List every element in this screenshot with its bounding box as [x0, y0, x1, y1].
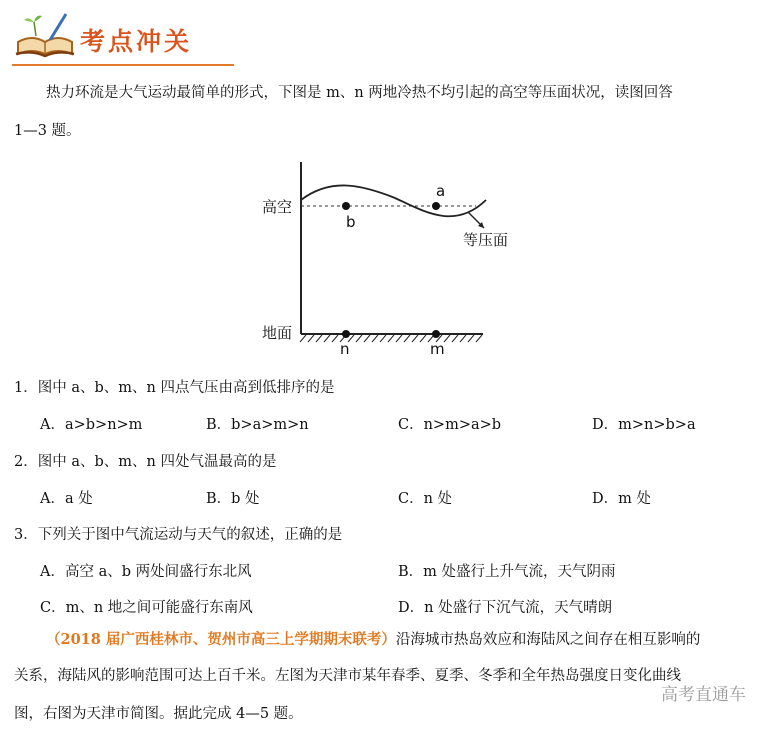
passage-2-source: （2018 届广西桂林市、贺州市高三上学期期末联考）	[46, 631, 396, 648]
question-1-option-a: A．a>b>n>m	[40, 417, 143, 433]
label-ground: 地面	[262, 324, 293, 342]
watermark-text: 高考直通车	[661, 685, 746, 705]
question-3-stem: 3．下列关于图中气流运动与天气的叙述，正确的是	[14, 527, 343, 543]
passage-2-line-2: 关系，海陆风的影响范围可达上百千米。左图为天津市某年春季、夏季、冬季和全年热岛强度日变化曲线	[14, 668, 681, 684]
question-2-option-b: B．b 处	[206, 491, 260, 507]
intro-line-2: 1—3 题。	[14, 123, 81, 139]
label-point-a: a	[436, 182, 446, 200]
section-title: 考点冲关	[80, 27, 193, 56]
label-point-m: m	[430, 340, 445, 358]
label-point-n: n	[340, 340, 350, 358]
intro-line-1: 热力环流是大气运动最简单的形式，下图是 m、n 两地冷热不均引起的高空等压面状况，读图回答	[46, 85, 673, 101]
isobar-diagram	[250, 150, 550, 365]
label-isobar: 等压面	[463, 231, 509, 249]
passage-2-line-1	[46, 622, 700, 658]
question-1-stem: 1．图中 a、b、m、n 四点气压由高到低排序的是	[14, 380, 335, 396]
question-3-option-b: B．m 处盛行上升气流，天气阴雨	[398, 564, 616, 580]
question-1-option-b: B．b>a>m>n	[206, 417, 309, 433]
question-1-option-d: D．m>n>b>a	[592, 417, 696, 433]
question-3-option-a: A．高空 a、b 两处间盛行东北风	[40, 564, 252, 580]
question-1-option-c: C．n>m>a>b	[398, 417, 502, 433]
label-point-b: b	[346, 213, 356, 231]
book-icon	[14, 10, 76, 60]
question-2-option-c: C．n 处	[398, 491, 453, 507]
question-2-stem: 2．图中 a、b、m、n 四处气温最高的是	[14, 454, 277, 470]
header-rule	[12, 64, 234, 66]
passage-2-line-3: 图，右图为天津市简图。据此完成 4—5 题。	[14, 706, 303, 722]
question-2-option-d: D．m 处	[592, 491, 651, 507]
question-2-option-a: A．a 处	[40, 491, 93, 507]
question-3-option-c: C．m、n 地之间可能盛行东南风	[40, 600, 253, 616]
label-high-altitude: 高空	[262, 198, 293, 216]
passage-2-line-1-text: 沿海城市热岛效应和海陆风之间存在相互影响的	[395, 632, 701, 648]
question-3-option-d: D．n 处盛行下沉气流，天气晴朗	[398, 600, 613, 616]
